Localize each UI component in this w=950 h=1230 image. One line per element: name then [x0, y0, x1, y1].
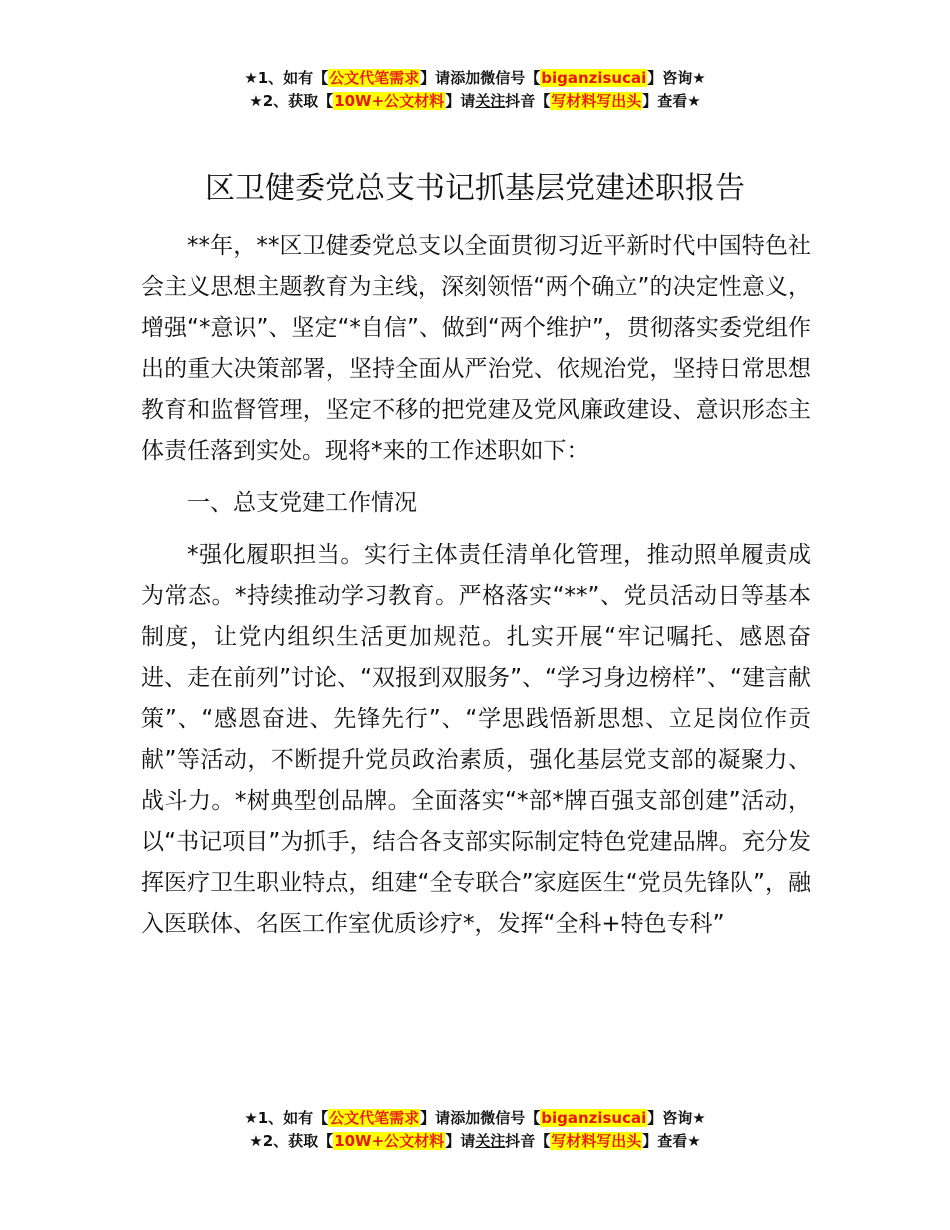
banner-line-2: ★2、获取【10W+公文材料】请关注抖音【写材料写出头】查看★ — [249, 1132, 701, 1150]
banner-highlight: 10W+公文材料 — [334, 92, 445, 110]
body-paragraph: **年，**区卫健委党总支以全面贯彻习近平新时代中国特色社会主义思想主题教育为主线，深刻领悟“两个确立”的决定性意义，增强“*意识”、坚定“*自信”、做到“两个维护”，贯彻落实委党组作出的重大决策部署，坚持全面从严治党、依规治党，坚持日常思想教育和监督管理，坚定不移的把党建及党风廉政建设、意识形态主体责任落到实处。现将*来的工作述职如下： — [141, 233, 811, 464]
document-body — [141, 226, 811, 945]
body-paragraph: *强化履职担当。实行主体责任清单化管理，推动照单履责成为常态。*持续推动学习教育。严格落实“**”、党员活动日等基本制度，让党内组织生活更加规范。扎实开展“牢记嘱托、感恩奋进、走在前列”讨论、“双报到双服务”、“学习身边榜样”、“建言献策”、“感恩奋进、先锋先行”、“学思践悟新思想、立足岗位作贡献”等活动，不断提升党员政治素质，强化基层党支部的凝聚力、战斗力。*树典型创品牌。全面落实“*部*牌百强支部创建”活动，以“书记项目”为抓手，结合各支部实际制定特色党建品牌。充分发挥医疗卫生职业特点，组建“全专联合”家庭医生“党员先锋队”，融入医联体、名医工作室优质诊疗*，发挥“全科+特色专科” — [141, 542, 811, 937]
banner-line-1: ★1、如有【公文代笔需求】请添加微信号【biganzisucai】咨询★ — [244, 1109, 706, 1127]
header-banner — [0, 67, 950, 113]
banner-highlight: 10W+公文材料 — [334, 1132, 445, 1150]
banner-highlight: biganzisucai — [541, 1109, 647, 1127]
banner-highlight: 公文代笔需求 — [329, 69, 420, 87]
banner-line-2: ★2、获取【10W+公文材料】请关注抖音【写材料写出头】查看★ — [249, 92, 701, 110]
document-title: 区卫健委党总支书记抓基层党建述职报告 — [205, 171, 745, 206]
banner-highlight: 写材料写出头 — [551, 1132, 642, 1150]
banner-highlight: 公文代笔需求 — [329, 1109, 420, 1127]
banner-line-1: ★1、如有【公文代笔需求】请添加微信号【biganzisucai】咨询★ — [244, 69, 706, 87]
banner-highlight: biganzisucai — [541, 69, 647, 87]
banner-highlight: 写材料写出头 — [551, 92, 642, 110]
section-heading: 一、总支党建工作情况 — [187, 490, 417, 516]
footer-banner — [0, 1107, 950, 1153]
